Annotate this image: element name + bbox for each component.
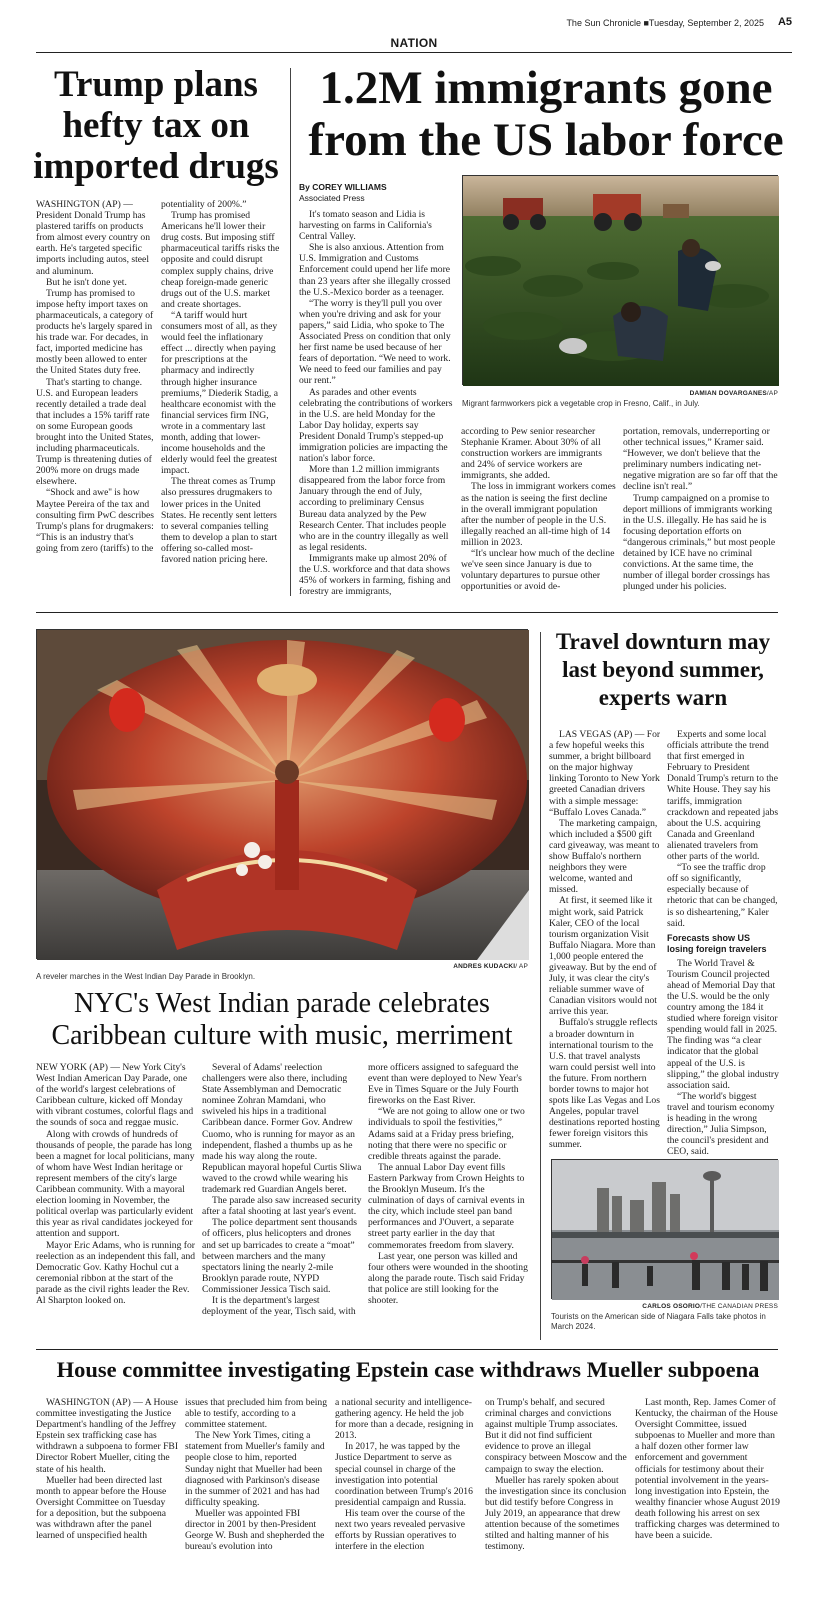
paragraph: Mayor Eric Adams, who is running for reelection as an independent this fall, and Democratic Gov. Kathy Hochul cut a ceremonial ribbon at the start of the parade as the civil rights leader the Rev. Al Sharpton looked on. <box>36 1239 196 1306</box>
niagara-photo-credit <box>551 1303 778 1310</box>
column-divider <box>290 68 291 596</box>
paragraph: That's starting to change. U.S. and European leaders recently detailed a trade deal that includes a 15% tariff rate on some European goods brought into the United States, including pharmaceuticals. Trump is threatening duties of 200% more on drugs made elsewhere. <box>36 376 154 488</box>
paragraph: Experts and some local officials attribute the trend that first emerged in February to President Donald Trump's return to the White House. They say his tariffs, immigration crackdown and repeated jabs about the U.S. acquiring Canada and Greenland alienated travelers from other parts of the world. <box>667 729 779 863</box>
niagara-image <box>552 1160 779 1300</box>
niagara-photo <box>551 1159 778 1299</box>
paragraph: potentiality of 200%.” <box>161 199 247 210</box>
credit-name: CARLOS OSORIO <box>642 1303 701 1310</box>
immigrants-column-1 <box>299 209 454 598</box>
immigrants-headline: 1.2M immigrants gone from the US labor force <box>308 62 784 166</box>
paragraph: Mueller had been directed last month to appear before the House Oversight Committee on Tuesday for a deposition, but the subpoena was withdrawn after the panel learned of unspecified health <box>36 1474 167 1542</box>
page-number: A5 <box>777 16 792 28</box>
paragraph: LAS VEGAS (AP) — For a few hopeful weeks this summer, a bright billboard on the major highway linking Toronto to New York greeted Canadian drivers with a simple message: “Buffalo Loves Canada.” <box>549 729 661 818</box>
paragraph: In 2017, he was tapped by the Justice Department to serve as special counsel in charge of the investigation into potential coordination between Trump's 2016 presidential campaign and Russia. <box>335 1441 473 1508</box>
epstein-column-2 <box>185 1397 327 1587</box>
paragraph: At first, it seemed like it might work, said Patrick Kaler, CEO of the local tourism organization Visit Buffalo Niagara. More than 1,000 people entered the giveaway. But by the end of July, it was clear the city's reliable summer wave of Canadian visitors would not arrive this year. <box>549 895 657 1018</box>
paragraph: The World Travel & Tourism Council projected ahead of Memorial Day that the U.S. would be the only country among the 184 it studied where foreign visitor spending would fall in 2025. The finding was “a clear indicator that the global appeal of the U.S. is slipping,” the global industry association said. <box>667 957 779 1091</box>
paragraph: WASHINGTON (AP) — President Donald Trump has plastered tariffs on products from almost every country on earth. He's targeted specific imports including autos, steel and aluminum. <box>36 199 151 277</box>
paragraph: The threat comes as Trump also pressures drugmakers to lower prices in the United States. He recently sent letters to several companies telling them to develop a plan to start offering so-called most-favored nation pricing here. <box>161 476 278 565</box>
paragraph: “The worry is they'll pull you over when you're driving and ask for your papers,” said Lidia, who spoke to The Associated Press on condition that only her first name be used because of her fears of deportation. “We need to work. We need to feed our families and pay our rent.” <box>299 297 451 387</box>
paragraph: “The world's biggest travel and tourism economy is heading in the wrong direction,” Julia Simpson, the council's president and CEO, said. <box>667 1090 775 1158</box>
drugs-column-1 <box>36 199 156 595</box>
immigrants-column-2 <box>461 426 616 598</box>
epstein-column-3 <box>335 1397 477 1587</box>
paragraph: But he isn't done yet. <box>46 276 127 288</box>
paragraph: Trump campaigned on a promise to deport millions of immigrants working in the U.S. illegally. He has said he is focusing deportation efforts on “dangerous criminals,” but most people detained by ICE have no criminal convictions. At the same time, the number of illegal border crossings has plunged under his policies. <box>623 492 776 593</box>
paragraph: Buffalo's struggle reflects a broader downturn in international tourism to the U.S. that travel analysts warn could persist well into the future. From northern border towns to major hot spots like Las Vegas and Los Angeles, popular travel destinations reported hosting fewer foreign visitors this summer. <box>549 1017 660 1151</box>
credit-name: DAMIAN DOVARGANES <box>689 390 767 397</box>
section-divider <box>36 612 778 613</box>
paragraph: a national security and intelligence-gathering agency. He held the job for more than a decade, resigning in 2013. <box>335 1397 474 1442</box>
paragraph: “It's unclear how much of the decline we've seen since January is due to voluntary departures to pursue other opportunities or avoid de- <box>461 548 615 593</box>
immigrants-byline <box>299 182 459 204</box>
paragraph: It is the department's largest deployment of the year, Tisch said, with <box>202 1294 356 1318</box>
paragraph: “Shock and awe'' is how Maytee Pereira of the tax and consulting firm PwC describes Trump's plans for drugmakers: “This is an industry that's going from zero (tariffs) to the <box>36 487 155 554</box>
section-divider <box>36 1349 778 1350</box>
credit-org: / AP <box>515 963 528 970</box>
parade-column-3 <box>368 1062 528 1337</box>
parade-headline: NYC's West Indian parade celebrates Caribbean culture with music, merriment <box>51 988 513 1051</box>
paragraph: She is also anxious. Attention from U.S. Immigration and Customs Enforcement could upend her life more than 23 years after she illegally crossed the U.S.-Mexico border as a teenager. <box>299 242 451 298</box>
paragraph: The police department sent thousands of officers, plus helicopters and drones and set up barricades to create a “moat” between marchers and the many spectators lining the nearly 2-mile Brooklyn parade route, NYPD Commissioner Jessica Tisch said. <box>202 1217 357 1295</box>
epstein-column-5 <box>635 1397 780 1587</box>
drugs-column-2 <box>161 199 281 595</box>
paragraph: more officers assigned to safeguard the event than were deployed to New Year's Eve in Times Square or the July Fourth fireworks on the East River. <box>368 1062 522 1107</box>
paragraph: Trump has promised Americans he'll lower their drug costs. But imposing stiff pharmaceutical tariffs risks the opposite and could disrupt complex supply chains, drive cheap foreign-made generic drugs out of the U.S. market and create shortages. <box>161 210 280 310</box>
paragraph: portation, removals, underreporting or other technical issues,” Kramer said. “However, we don't believe that the preliminary numbers indicating net-negative migration are so far off that the decline isn't real.” <box>623 426 778 493</box>
paragraph: issues that precluded him from being able to testify, according to a committee statement. <box>185 1397 328 1431</box>
section-rule <box>36 52 792 53</box>
niagara-caption: Tourists on the American side of Niagara Falls take photos in March 2024. <box>551 1312 766 1331</box>
parade-caption: A reveler marches in the West Indian Day Parade in Brooklyn. <box>36 972 256 981</box>
epstein-column-4 <box>485 1397 627 1587</box>
paragraph: The annual Labor Day event fills Eastern Parkway from Crown Heights to the Brooklyn Museum. It's the culmination of days of carnival events in the city, which include steel pan band performances and J'Ouvert, a separate street party earlier in the day that commemorates freedom from slavery. <box>368 1161 525 1251</box>
paragraph: The parade also saw increased security after a fatal shooting at last year's event. <box>202 1195 362 1218</box>
paragraph: Last year, one person was killed and four others were wounded in the shooting along the parade route. Tisch said Friday that police are still looking for the shooter. <box>368 1250 528 1306</box>
paragraph: Mueller was appointed FBI director in 2001 by then-President George W. Bush and shepherded the bureau's evolution into <box>185 1507 325 1553</box>
paragraph: NEW YORK (AP) — New York City's West Indian American Day Parade, one of the world's largest celebrations of Caribbean culture, kicked off Monday with vibrant costumes, colorful flags and the sounds of soca and reggae music. <box>36 1062 194 1129</box>
immigrants-column-3 <box>623 426 780 598</box>
farmworkers-photo-credit <box>462 390 778 397</box>
paragraph: As parades and other events celebrating the contributions of workers in the U.S. are held Monday for the Labor Day holiday, experts say President Donald Trump's stepped-up immigration policies are impacting the nation's labor force. <box>299 386 453 465</box>
farmworkers-photo <box>462 175 778 385</box>
byline-name: By COREY WILLIAMS <box>299 182 387 192</box>
paragraph: “A tariff would hurt consumers most of all, as they would feel the inflationary effect ... directly when paying for prescriptions at the pharmacy and indirectly through higher insurance premiums,” Diederik Stadig, a healthcare economist with the financial services firm ING, wrote in a commentary last month, adding that lower-income households and the elderly would feel the greatest impact. <box>161 309 278 477</box>
travel-subhead: Forecasts show US losing foreign travelers <box>667 932 767 954</box>
travel-column-2 <box>667 729 779 1158</box>
parade-column-1 <box>36 1062 196 1337</box>
masthead <box>36 14 792 34</box>
paragraph: Along with crowds of hundreds of thousands of people, the parade has long been a magnet for local politicians, many of whom have West Indian heritage or represent members of the city's large Caribbean community. With a mayoral election looming in November, the political overlap was particularly evident this year as rival candidates jockeyed for attention and support. <box>36 1128 195 1240</box>
epstein-column-1 <box>36 1397 178 1587</box>
paragraph: His team over the course of the next two years revealed pervasive efforts by Russian operatives to interfere in the election <box>335 1507 465 1553</box>
epstein-headline: House committee investigating Epstein case withdraws Mueller subpoena <box>56 1357 760 1382</box>
paragraph: Trump has promised to impose hefty import taxes on pharmaceuticals, a category of products he's largely spared in his trade war. For decades, in fact, imported medicine has mostly been allowed to enter the United States duty free. <box>36 287 154 377</box>
paragraph: Last month, Rep. James Comer of Kentucky, the chairman of the House Oversight Committee, issued subpoenas to Mueller and more than a half dozen other former law enforcement and government officials for testimony about their potential involvement in the years-long investigation into Epstein, the wealthy financier whose August 2019 death following his arrest on sex trafficking charges was determined to have been a suicide. <box>635 1397 780 1542</box>
travel-headline: Travel downturn may last beyond summer, experts warn <box>555 629 771 710</box>
paragraph: It's tomato season and Lidia is harvesting on farms in California's Central Valley. <box>299 209 432 243</box>
travel-column-1 <box>549 729 661 1151</box>
section-label: NATION <box>390 36 438 50</box>
credit-name: ANDRES KUDACKI <box>453 963 516 970</box>
paragraph: “To see the traffic drop off so significantly, especially because of rhetoric that can be changed, is so disheartening,” Kaler said. <box>667 862 778 929</box>
farmworkers-image <box>463 176 779 386</box>
paragraph: “We are not going to allow one or two individuals to spoil the festivities,” Adams said at a Friday press briefing, noting that there were no specific or credible threats against the parade. <box>368 1106 525 1162</box>
paragraph: The New York Times, citing a statement from Mueller's family and people close to him, reported Sunday night that Mueller had been diagnosed with Parkinson's disease in the summer of 2021 and has had difficulty speaking. <box>185 1430 325 1508</box>
paragraph: Immigrants make up almost 20% of the U.S. workforce and that data shows 45% of workers in farming, fishing and forestry are immigrants, <box>299 552 451 598</box>
paragraph: Mueller has rarely spoken about the investigation since its conclusion but did testify before Congress in July 2019, an appearance that drew attention because of the sometimes stilted and halting manner of his testimony. <box>485 1474 627 1553</box>
parade-photo <box>36 629 528 959</box>
parade-photo-credit <box>36 963 528 970</box>
masthead-date-line: The Sun Chronicle ■Tuesday, September 2, 2025 <box>566 18 764 28</box>
farmworkers-caption: Migrant farmworkers pick a vegetable crop in Fresno, Calif., in July. <box>462 399 700 408</box>
parade-column-2 <box>202 1062 362 1337</box>
paragraph: on Trump's behalf, and secured criminal charges and convictions against multiple Trump associates. But it did not find sufficient evidence to prove an illegal conspiracy between Moscow and the campaign to sway the election. <box>485 1397 627 1475</box>
paragraph: The loss in immigrant workers comes as the nation is seeing the first decline in the overall immigrant population after the number of people in the U.S. illegally reached an all-time high of 14 million in 2023. <box>461 481 616 548</box>
paragraph: The marketing campaign, which included a $500 gift card giveaway, was meant to show Buffalo's northern neighbors they were welcome, wanted and missed. <box>549 817 660 896</box>
paragraph: Several of Adams' reelection challengers were also there, including State Assemblyman and Democratic nominee Zohran Mamdani, who swiveled his hips in a traditional Caribbean dance. Former Gov. Andrew Cuomo, who is running for mayor as an independent, flashed a thumbs up as he made his way along the route. Republican mayoral hopeful Curtis Sliwa waved to the crowd while wearing his trademark red Guardian Angels beret. <box>202 1062 362 1196</box>
drugs-headline: Trump plans hefty tax on imported drugs <box>33 64 279 187</box>
parade-image <box>37 630 529 960</box>
paragraph: WASHINGTON (AP) — A House committee investigating the Justice Department's handling of the Jeffrey Epstein sex trafficking case has withdrawn a subpoena to former FBI Director Robert Mueller, citing the state of his health. <box>36 1397 179 1475</box>
byline-org: Associated Press <box>299 193 365 203</box>
paragraph: More than 1.2 million immigrants disappeared from the labor force from January through the end of July, according to preliminary Census Bureau data analyzed by the Pew Research Center. That includes people who are in the country illegally as well as legal residents. <box>299 464 449 553</box>
credit-org: /THE CANADIAN PRESS <box>700 1303 778 1310</box>
paragraph: according to Pew senior researcher Stephanie Kramer. About 30% of all construction workers are immigrants and 24% of service workers are immigrants, she added. <box>461 426 602 482</box>
column-divider <box>540 632 541 1340</box>
credit-org: /AP <box>766 390 778 397</box>
